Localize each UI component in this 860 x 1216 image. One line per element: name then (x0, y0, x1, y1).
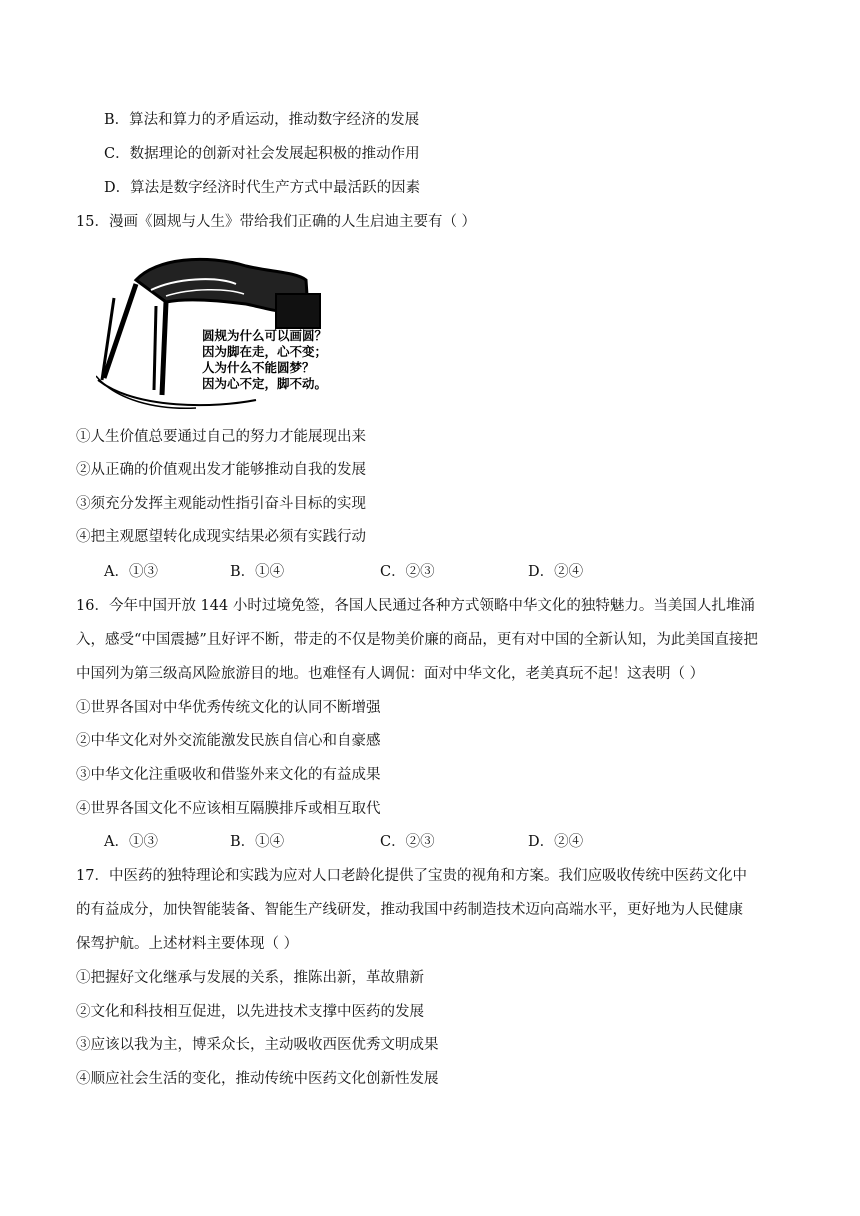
q16-stem-line-3: 中国列为第三级高风险旅游目的地。也难怪有人调侃：面对中华文化，老美真玩不起！这表明（ ） (76, 666, 705, 682)
q17-stem-line-1: 17．中医药的独特理论和实践为应对人口老龄化提供了宝贵的视角和方案。我们应吸收传统中医药文化中 (76, 868, 747, 884)
q15-item-2: ②从正确的价值观出发才能够推动自我的发展 (76, 462, 366, 478)
q16-stem-line-2: 入，感受“中国震撼”且好评不断，带走的不仅是物美价廉的商品，更有对中国的全新认知，为此美国直接把 (76, 632, 758, 648)
q17-item-2: ②文化和科技相互促进，以先进技术支撑中医药的发展 (76, 1004, 424, 1020)
q17-stem-line-3: 保驾护航。上述材料主要体现（ ） (76, 936, 299, 952)
q16-item-3: ③中华文化注重吸收和借鉴外来文化的有益成果 (76, 767, 381, 783)
q16-item-1: ①世界各国对中华优秀传统文化的认同不断增强 (76, 700, 381, 716)
cartoon-caption (202, 328, 327, 392)
q15-item-4: ④把主观愿望转化成现实结果必须有实践行动 (76, 529, 366, 545)
q17-stem-line-2: 的有益成分，加快智能装备、智能生产线研发，推动我国中药制造技术迈向高端水平，更好地为人民健康 (76, 902, 743, 918)
q16-item-4: ④世界各国文化不应该相互隔膜排斥或相互取代 (76, 801, 381, 817)
q14-option-d: D．算法是数字经济时代生产方式中最活跃的因素 (104, 180, 421, 196)
q14-option-b: B．算法和算力的矛盾运动，推动数字经济的发展 (104, 112, 420, 128)
q15-choice-d: D．②④ (528, 564, 584, 580)
q15-choice-a: A．①③ (104, 564, 158, 580)
q16-stem-line-1: 16．今年中国开放 144 小时过境免签，各国人民通过各种方式领略中华文化的独特魅力。当美国人扎堆涌 (76, 598, 755, 614)
q17-item-4: ④顺应社会生活的变化，推动传统中医药文化创新性发展 (76, 1071, 439, 1087)
q16-choice-b: B．①④ (230, 834, 285, 850)
q15-item-3: ③须充分发挥主观能动性指引奋斗目标的实现 (76, 496, 366, 512)
cartoon-caption-line: 圆规为什么可以画圆？ (202, 328, 328, 343)
q15-choice-b: B．①④ (230, 564, 285, 580)
q15-choice-c: C．②③ (380, 564, 435, 580)
q15-item-1: ①人生价值总要通过自己的努力才能展现出来 (76, 429, 366, 445)
q16-choice-c: C．②③ (380, 834, 435, 850)
q17-item-1: ①把握好文化继承与发展的关系，推陈出新，革故鼎新 (76, 970, 424, 986)
q16-choice-a: A．①③ (104, 834, 158, 850)
q15-stem: 15．漫画《圆规与人生》带给我们正确的人生启迪主要有（ ） (76, 214, 477, 230)
q14-option-c: C．数据理论的创新对社会发展起积极的推动作用 (104, 146, 420, 162)
cartoon-caption-line: 因为心不定，脚不动。 (202, 376, 328, 391)
cartoon-caption-line: 因为脚在走，心不变； (202, 344, 328, 359)
cartoon-caption-line: 人为什么不能圆梦？ (202, 360, 315, 375)
q16-item-2: ②中华文化对外交流能激发民族自信心和自豪感 (76, 733, 381, 749)
q17-item-3: ③应该以我为主，博采众长，主动吸收西医优秀文明成果 (76, 1037, 439, 1053)
q16-choice-d: D．②④ (528, 834, 584, 850)
